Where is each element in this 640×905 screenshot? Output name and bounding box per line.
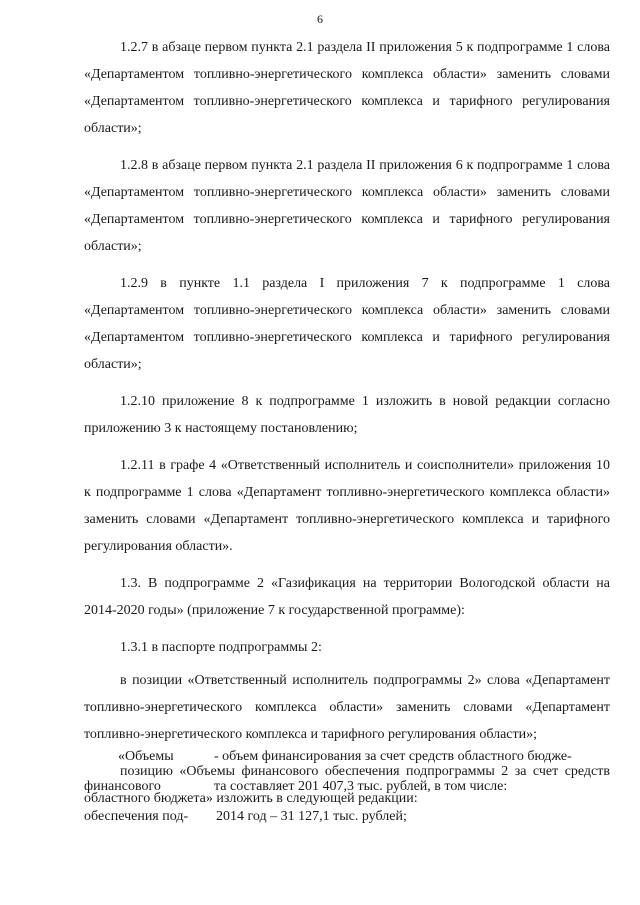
paragraph-1-3: 1.3. В подпрограмме 2 «Газификация на территории Вологодской области на 2014-2020 годы» (приложение 7 к государственной программе): [84, 576, 610, 618]
passport-right-cell: та составляет 201 407,3 тыс. рублей, в том числе: [214, 779, 508, 794]
paragraph-1-2-7: 1.2.7 в абзаце первом пункта 2.1 раздела II приложения 5 к подпрограмме 1 слова «Департаментом топливно-энергетического комплекса области» заменить словами «Департаментом топливно-энергетического комплекса и тарифного регулирования области»; [84, 40, 610, 136]
paragraph-1-2-8: 1.2.8 в абзаце первом пункта 2.1 раздела II приложения 6 к подпрограмме 1 слова «Департаментом топливно-энергетического комплекса области» заменить словами «Департаментом топливно-энергетического комплекса и тарифного регулирования области»; [84, 158, 610, 254]
passport-right-cell: - объем финансирования за счет средств областного бюдже- [214, 749, 572, 764]
passport-right-cell: 2014 год – 31 127,1 тыс. рублей; [216, 809, 407, 824]
paragraph-1-3-1: 1.3.1 в паспорте подпрограммы 2: [120, 640, 322, 655]
passport-left-cell: «Объемы [118, 749, 174, 764]
paragraph-1-2-9: 1.2.9 в пункте 1.1 раздела I приложения 7 к подпрограмме 1 слова «Департаментом топливно-энергетического комплекса области» заменить словами «Департаментом топливно-энергетического комплекса и тарифного регулирования области»; [84, 276, 610, 372]
passport-row [84, 772, 610, 802]
paragraph-1-2-11: 1.2.11 в графе 4 «Ответственный исполнитель и соисполнители» приложения 10 к подпрограмме 1 слова «Департамент топливно-энергетического комплекса области» заменить словами «Департамент топливно-энергетического комплекса и тарифного регулирования области». [84, 458, 610, 554]
page-number: 6 [317, 12, 323, 26]
paragraph-1-2-10: 1.2.10 приложение 8 к подпрограмме 1 изложить в новой редакции согласно приложению 3 к настоящему постановлению; [84, 394, 610, 436]
passport-left-cell: обеспечения под- [84, 809, 189, 824]
passport-row [84, 742, 610, 772]
passport-row [84, 802, 610, 832]
passport-left-cell: финансового [84, 779, 161, 794]
paragraph-responsible-executor: в позиции «Ответственный исполнитель подпрограммы 2» слова «Департамент топливно-энергетического комплекса области» заменить словами «Департамент топливно-энергетического комплекса и тарифного регулирования области»; [84, 673, 610, 742]
document-body [84, 34, 610, 822]
paragraph-funding-volumes: позицию «Объемы финансового обеспечения подпрограммы 2 за счет средств областного бюджета» изложить в следующей редакции: [84, 764, 610, 806]
passport-funding-table [84, 742, 610, 832]
